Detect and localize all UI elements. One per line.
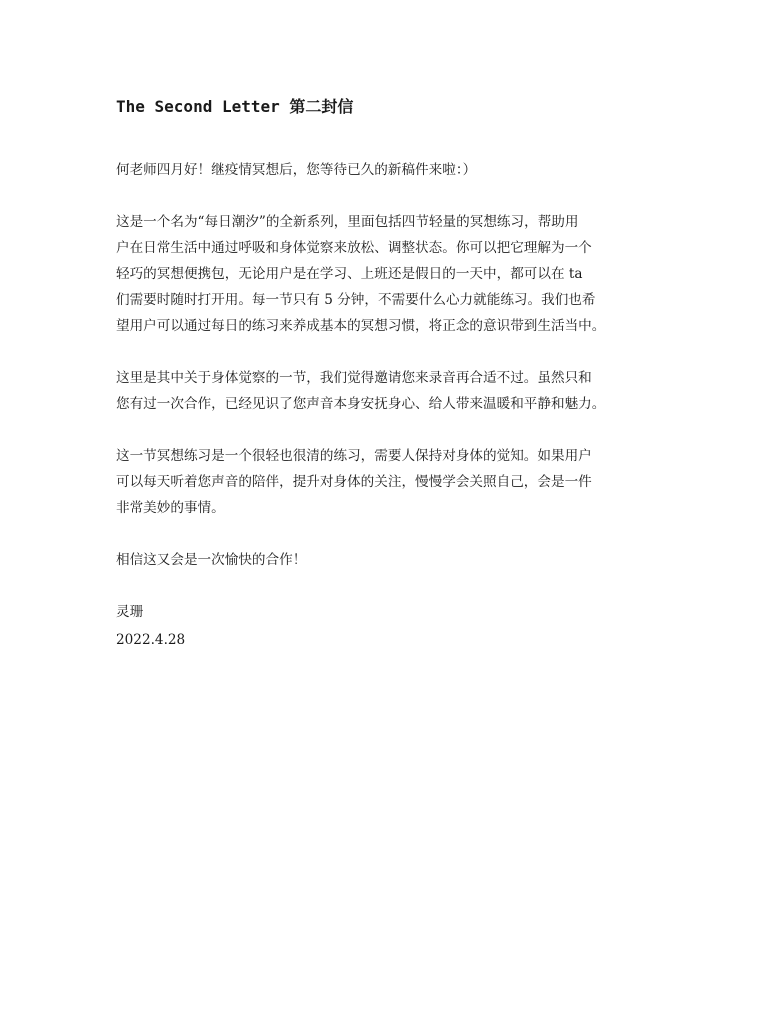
- paragraph-3: [116, 443, 661, 521]
- letter-title: The Second Letter 第二封信: [116, 97, 354, 116]
- signature-block: [116, 599, 661, 653]
- paragraph-line: 这一节冥想练习是一个很轻也很清的练习，需要人保持对身体的觉知。如果用户: [116, 448, 592, 464]
- paragraph-line: 们需要时随时打开用。每一节只有 5 分钟，不需要什么心力就能练习。我们也希: [116, 292, 596, 308]
- letter-body: [116, 157, 661, 653]
- paragraph-line: 望用户可以通过每日的练习来养成基本的冥想习惯，将正念的意识带到生活当中。: [116, 318, 606, 334]
- paragraph-2: [116, 365, 661, 417]
- paragraph-line: 可以每天听着您声音的陪伴，提升对身体的关注，慢慢学会关照自己，会是一件: [116, 474, 592, 490]
- signature-name: 灵珊: [116, 604, 144, 620]
- paragraph-1: [116, 209, 661, 339]
- signature-date: 2022.4.28: [116, 632, 186, 648]
- paragraph-line: 户在日常生活中通过呼吸和身体觉察来放松、调整状态。你可以把它理解为一个: [116, 240, 592, 256]
- paragraph-line: 这是一个名为“每日潮汐”的全新系列，里面包括四节轻量的冥想练习，帮助用: [116, 214, 579, 230]
- greeting: 何老师四月好！继疫情冥想后，您等待已久的新稿件来啦：）: [116, 162, 477, 178]
- paragraph-line: 您有过一次合作，已经见识了您声音本身安抚身心、给人带来温暖和平静和魅力。: [116, 396, 606, 412]
- paragraph-line: 非常美妙的事情。: [116, 500, 225, 516]
- paragraph-line: 轻巧的冥想便携包，无论用户是在学习、上班还是假日的一天中，都可以在 ta: [116, 266, 583, 282]
- paragraph-line: 这里是其中关于身体觉察的一节，我们觉得邀请您来录音再合适不过。虽然只和: [116, 370, 592, 386]
- closing-line: 相信这又会是一次愉快的合作！: [116, 552, 307, 568]
